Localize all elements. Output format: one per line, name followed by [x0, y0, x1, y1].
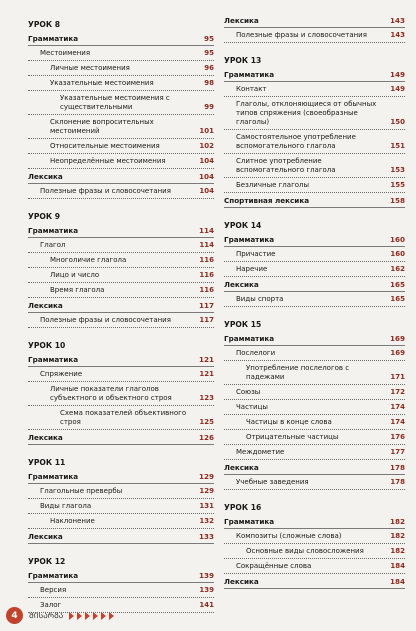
toc-entry-title: Сокращённые слова: [236, 562, 312, 570]
toc-section-row[interactable]: [28, 172, 214, 181]
toc-entry-row[interactable]: [224, 418, 405, 427]
leader-line: [28, 237, 214, 238]
toc-page-number: 149: [390, 85, 405, 93]
toc-entry-row[interactable]: [28, 409, 214, 427]
toc-entry-title: Союзы: [236, 388, 261, 396]
toc-entry-row[interactable]: [28, 586, 214, 595]
toc-page-number: 160: [390, 250, 405, 258]
toc-entry-row[interactable]: [224, 403, 405, 412]
leader-line: [28, 405, 214, 406]
toc-entry-title: Послелоги: [236, 349, 276, 357]
leader-line: [28, 429, 214, 430]
toc-page-number: 126: [198, 433, 214, 442]
toc-entry-row[interactable]: [224, 478, 405, 487]
toc-page-number: 155: [390, 181, 405, 189]
leader-line: [224, 129, 405, 130]
leader-line: [224, 81, 405, 82]
toc-entry-row[interactable]: [224, 349, 405, 358]
toc-page-number: 158: [389, 196, 405, 205]
toc-entry-row[interactable]: [224, 562, 405, 571]
page-number-badge: 4: [6, 607, 23, 624]
toc-entry-row[interactable]: [28, 316, 214, 325]
leader-line: [28, 45, 214, 46]
toc-page-number: 184: [390, 562, 405, 570]
toc-page-number: 177: [390, 448, 405, 456]
toc-page-number: 171: [390, 373, 405, 381]
toc-section-row[interactable]: [224, 334, 405, 343]
toc-section-row[interactable]: [28, 571, 214, 580]
toc-page-number: 117: [199, 316, 214, 324]
toc-entry-row[interactable]: [224, 295, 405, 304]
leader-line: [28, 153, 214, 154]
toc-page-number: 98: [204, 79, 214, 87]
toc-section-row[interactable]: [28, 301, 214, 310]
toc-section-row[interactable]: [224, 235, 405, 244]
toc-entry-title: Личные местоимения: [50, 64, 130, 72]
toc-section-row[interactable]: [224, 463, 405, 472]
toc-entry-row[interactable]: [28, 64, 214, 73]
toc-section-row[interactable]: [224, 280, 405, 289]
leader-line: [28, 327, 214, 328]
toc-entry-row[interactable]: [224, 157, 405, 175]
leader-line: [28, 198, 214, 199]
toc-entry-title: Лексика: [28, 433, 63, 442]
leader-line: [28, 60, 214, 61]
toc-page-number: 125: [199, 418, 214, 426]
toc-entry-row[interactable]: [224, 433, 405, 442]
toc-entry-title: Лексика: [28, 301, 63, 310]
toc-page-number: 116: [199, 271, 214, 279]
toc-page-number: 174: [390, 418, 405, 426]
toc-page-number: 151: [390, 142, 405, 150]
toc-page-number: 116: [199, 286, 214, 294]
lesson-heading: [224, 503, 405, 512]
lesson-title: УРОК 15: [224, 320, 262, 329]
arrow-icon: [93, 612, 98, 620]
leader-line: [224, 261, 405, 262]
toc-entry-title: Самостоятельное употребление вспомогательного глагола: [236, 133, 356, 150]
arrow-icon: [101, 612, 106, 620]
toc-section-row[interactable]: [28, 34, 214, 43]
leader-line: [28, 444, 214, 445]
toc-page-number: 121: [198, 355, 214, 364]
toc-page-number: 182: [389, 517, 405, 526]
toc-page-number: 114: [199, 241, 214, 249]
leader-line: [28, 513, 214, 514]
toc-entry-row[interactable]: [224, 364, 405, 382]
toc-page-number: 176: [390, 433, 405, 441]
toc-page-number: 149: [389, 70, 405, 79]
toc-entry-title: Неопределённые местоимения: [50, 157, 166, 165]
lesson-heading: [28, 458, 214, 467]
lesson-heading: [28, 557, 214, 566]
toc-page-number: 129: [199, 487, 214, 495]
toc-page-number: 99: [204, 103, 214, 111]
toc-entry-title: Личные показатели глаголов субъектного и объектного строя: [50, 385, 172, 402]
toc-entry-row[interactable]: [28, 517, 214, 526]
toc-entry-title: Лицо и число: [50, 271, 100, 279]
toc-page-number: 129: [198, 472, 214, 481]
toc-entry-row[interactable]: [224, 448, 405, 457]
leader-line: [224, 384, 405, 385]
toc-entry-row[interactable]: [28, 79, 214, 88]
toc-entry-title: Лексика: [224, 280, 259, 289]
toc-entry-row[interactable]: [28, 286, 214, 295]
lesson-title: УРОК 9: [28, 212, 61, 221]
toc-page-number: 95: [204, 49, 214, 57]
leader-line: [224, 276, 405, 277]
toc-page-number: 178: [390, 478, 405, 486]
leader-line: [28, 528, 214, 529]
leader-line: [28, 183, 214, 184]
toc-page-number: 141: [199, 601, 214, 609]
toc-entry-title: Слитное употребление вспомогательного глагола: [236, 157, 336, 174]
toc-entry-title: Глагол: [40, 241, 66, 249]
toc-entry-title: Глаголы, отклоняющиеся от обычных типов спряжения (своеобразные глаголы): [236, 100, 377, 126]
lesson-heading: [28, 341, 214, 350]
toc-entry-row[interactable]: [224, 133, 405, 151]
toc-page-number: 139: [199, 586, 214, 594]
toc-page-number: 172: [390, 388, 405, 396]
toc-entry-row[interactable]: [28, 502, 214, 511]
toc-entry-title: Наклонение: [50, 517, 95, 525]
toc-entry-title: Время глагола: [50, 286, 105, 294]
leader-line: [224, 558, 405, 559]
toc-page-number: 132: [199, 517, 214, 525]
toc-entry-row[interactable]: [28, 118, 214, 136]
lesson-heading: [28, 20, 214, 29]
toc-page-number: 104: [199, 157, 214, 165]
lesson-title: УРОК 11: [28, 458, 66, 467]
toc-page-number: 121: [199, 370, 214, 378]
toc-entry-row[interactable]: [28, 157, 214, 166]
toc-entry-title: Виды спорта: [236, 295, 284, 303]
toc-page-number: 174: [390, 403, 405, 411]
toc-page-number: 162: [390, 265, 405, 273]
leader-line: [28, 297, 214, 298]
arrow-icon: [77, 612, 82, 620]
toc-page-number: 182: [390, 532, 405, 540]
toc-entry-row[interactable]: [28, 49, 214, 58]
toc-entry-title: Полезные фразы и словосочетания: [236, 31, 367, 39]
toc-section-row[interactable]: [28, 472, 214, 481]
leader-line: [224, 207, 405, 208]
leader-line: [28, 252, 214, 253]
toc-page-number: 114: [198, 226, 214, 235]
leader-line: [28, 75, 214, 76]
toc-page-number: 123: [199, 394, 214, 402]
lesson-heading: [28, 212, 214, 221]
leader-line: [224, 444, 405, 445]
toc-page-number: 160: [389, 235, 405, 244]
toc-section-row[interactable]: [224, 70, 405, 79]
toc-entry-title: Частицы: [236, 403, 268, 411]
toc-entry-title: Лексика: [28, 172, 63, 181]
toc-section-row[interactable]: [28, 433, 214, 442]
leader-line: [224, 399, 405, 400]
toc-page-number: 95: [203, 34, 214, 43]
toc-entry-title: Указательные местоимения: [50, 79, 154, 87]
toc-section-row[interactable]: [224, 517, 405, 526]
toc-section-row[interactable]: [28, 355, 214, 364]
toc-entry-row[interactable]: [28, 241, 214, 250]
toc-entry-row[interactable]: [28, 487, 214, 496]
toc-entry-row[interactable]: [28, 142, 214, 151]
arrow-icon: [85, 612, 90, 620]
toc-entry-row[interactable]: [224, 547, 405, 556]
toc-entry-row[interactable]: [28, 370, 214, 379]
toc-entry-title: Полезные фразы и словосочетания: [40, 316, 171, 324]
toc-right-column: [224, 14, 405, 592]
toc-page-number: 96: [204, 64, 214, 72]
leader-line: [224, 246, 405, 247]
toc-entry-title: Полезные фразы и словосочетания: [40, 187, 171, 195]
toc-entry-row[interactable]: [224, 388, 405, 397]
leader-line: [224, 543, 405, 544]
toc-page-number: 143: [389, 16, 405, 25]
toc-page-number: 131: [199, 502, 214, 510]
leader-line: [224, 414, 405, 415]
lesson-title: УРОК 8: [28, 20, 61, 29]
lesson-title: УРОК 13: [224, 56, 262, 65]
toc-entry-row[interactable]: [224, 181, 405, 190]
lesson-title: УРОК 10: [28, 341, 66, 350]
lesson-heading: [224, 56, 405, 65]
arrow-decoration: [69, 612, 114, 620]
publisher-logo: ᲛᲘᲡᲐᲠᲒᲐ: [29, 610, 64, 620]
toc-entry-title: Лексика: [224, 16, 259, 25]
toc-entry-title: Композиты (сложные слова): [236, 532, 342, 540]
toc-entry-title: Грамматика: [28, 34, 79, 43]
toc-entry-title: Наречие: [236, 265, 268, 273]
toc-section-row[interactable]: [28, 532, 214, 541]
leader-line: [28, 483, 214, 484]
leader-line: [224, 474, 405, 475]
toc-page-number: 165: [390, 295, 405, 303]
toc-entry-title: Склонение вопросительных местоимений: [50, 118, 154, 135]
toc-page-number: 133: [198, 532, 214, 541]
leader-line: [224, 42, 405, 43]
leader-line: [224, 153, 405, 154]
leader-line: [224, 306, 405, 307]
toc-entry-title: Глагольные превербы: [40, 487, 123, 495]
toc-entry-title: Виды глагола: [40, 502, 92, 510]
toc-entry-title: Междометие: [236, 448, 285, 456]
toc-entry-title: Учебные заведения: [236, 478, 309, 486]
leader-line: [224, 27, 405, 28]
leader-line: [224, 489, 405, 490]
leader-line: [28, 498, 214, 499]
toc-section-row[interactable]: [224, 16, 405, 25]
leader-line: [28, 582, 214, 583]
leader-line: [224, 345, 405, 346]
leader-line: [28, 366, 214, 367]
leader-line: [28, 543, 214, 544]
toc-entry-row[interactable]: [28, 256, 214, 265]
toc-section-row[interactable]: [224, 196, 405, 205]
toc-page-number: 139: [198, 571, 214, 580]
leader-line: [28, 312, 214, 313]
toc-entry-title: Лексика: [28, 532, 63, 541]
toc-entry-title: Причастие: [236, 250, 276, 258]
toc-entry-row[interactable]: [28, 187, 214, 196]
leader-line: [28, 267, 214, 268]
leader-line: [28, 138, 214, 139]
toc-page-number: 102: [199, 142, 214, 150]
toc-page-number: 117: [198, 301, 214, 310]
toc-entry-title: Частицы в конце слова: [246, 418, 332, 426]
leader-line: [224, 192, 405, 193]
leader-line: [28, 597, 214, 598]
leader-line: [224, 459, 405, 460]
toc-entry-title: Грамматика: [28, 472, 79, 481]
lesson-title: УРОК 16: [224, 503, 262, 512]
toc-entry-row[interactable]: [224, 85, 405, 94]
leader-line: [28, 90, 214, 91]
toc-entry-title: Грамматика: [224, 70, 275, 79]
toc-page-number: 104: [198, 172, 214, 181]
toc-page-number: 150: [390, 118, 405, 126]
toc-entry-title: Многоличие глагола: [50, 256, 127, 264]
leader-line: [224, 360, 405, 361]
leader-line: [28, 381, 214, 382]
leader-line: [224, 96, 405, 97]
lesson-title: УРОК 12: [28, 557, 66, 566]
leader-line: [224, 588, 405, 589]
toc-page-number: 116: [199, 256, 214, 264]
toc-page-number: 143: [390, 31, 405, 39]
toc-entry-title: Версия: [40, 586, 67, 594]
toc-entry-title: Лексика: [224, 463, 259, 472]
toc-page-number: 178: [389, 463, 405, 472]
toc-entry-title: Лексика: [224, 577, 259, 586]
toc-entry-title: Схема показателей объективного строя: [60, 409, 187, 426]
toc-entry-row[interactable]: [224, 31, 405, 40]
leader-line: [224, 429, 405, 430]
toc-entry-title: Безличные глаголы: [236, 181, 310, 189]
toc-entry-title: Употребление послелогов с падежами: [246, 364, 350, 381]
leader-line: [28, 168, 214, 169]
leader-line: [224, 528, 405, 529]
leader-line: [224, 573, 405, 574]
toc-entry-title: Грамматика: [28, 571, 79, 580]
toc-entry-row[interactable]: [28, 271, 214, 280]
toc-section-row[interactable]: [28, 226, 214, 235]
toc-entry-title: Указательные местоимения с существительными: [60, 94, 170, 111]
leader-line: [224, 177, 405, 178]
toc-entry-title: Местоимения: [40, 49, 91, 57]
arrow-icon: [109, 612, 114, 620]
toc-entry-row[interactable]: [224, 265, 405, 274]
arrow-icon: [69, 612, 74, 620]
toc-entry-row[interactable]: [28, 385, 214, 403]
lesson-heading: [224, 320, 405, 329]
toc-entry-title: Грамматика: [224, 517, 275, 526]
toc-entry-title: Спряжение: [40, 370, 83, 378]
toc-section-row[interactable]: [224, 577, 405, 586]
toc-entry-row[interactable]: [224, 250, 405, 259]
toc-entry-title: Отрицательные частицы: [246, 433, 339, 441]
toc-entry-title: Грамматика: [28, 355, 79, 364]
leader-line: [224, 291, 405, 292]
toc-page-number: 104: [199, 187, 214, 195]
page-footer: [6, 607, 114, 624]
toc-page-number: 182: [390, 547, 405, 555]
toc-page-number: 184: [389, 577, 405, 586]
toc-entry-title: Спортивная лексика: [224, 196, 310, 205]
toc-left-column: [28, 14, 214, 616]
toc-entry-title: Залог: [40, 601, 62, 609]
toc-page-number: 153: [390, 166, 405, 174]
leader-line: [28, 114, 214, 115]
toc-page-number: 101: [199, 127, 214, 135]
toc-entry-row[interactable]: [224, 532, 405, 541]
lesson-heading: [224, 221, 405, 230]
toc-entry-row[interactable]: [224, 100, 405, 127]
lesson-title: УРОК 14: [224, 221, 262, 230]
toc-entry-title: Относительные местоимения: [50, 142, 160, 150]
toc-entry-title: Контакт: [236, 85, 267, 93]
toc-entry-title: Грамматика: [224, 235, 275, 244]
toc-entry-title: Грамматика: [28, 226, 79, 235]
toc-entry-title: Основные виды словосложения: [246, 547, 364, 555]
toc-page-number: 165: [389, 280, 405, 289]
toc-entry-row[interactable]: [28, 94, 214, 112]
toc-page-number: 169: [389, 334, 405, 343]
leader-line: [28, 282, 214, 283]
toc-page-number: 169: [390, 349, 405, 357]
toc-entry-title: Грамматика: [224, 334, 275, 343]
